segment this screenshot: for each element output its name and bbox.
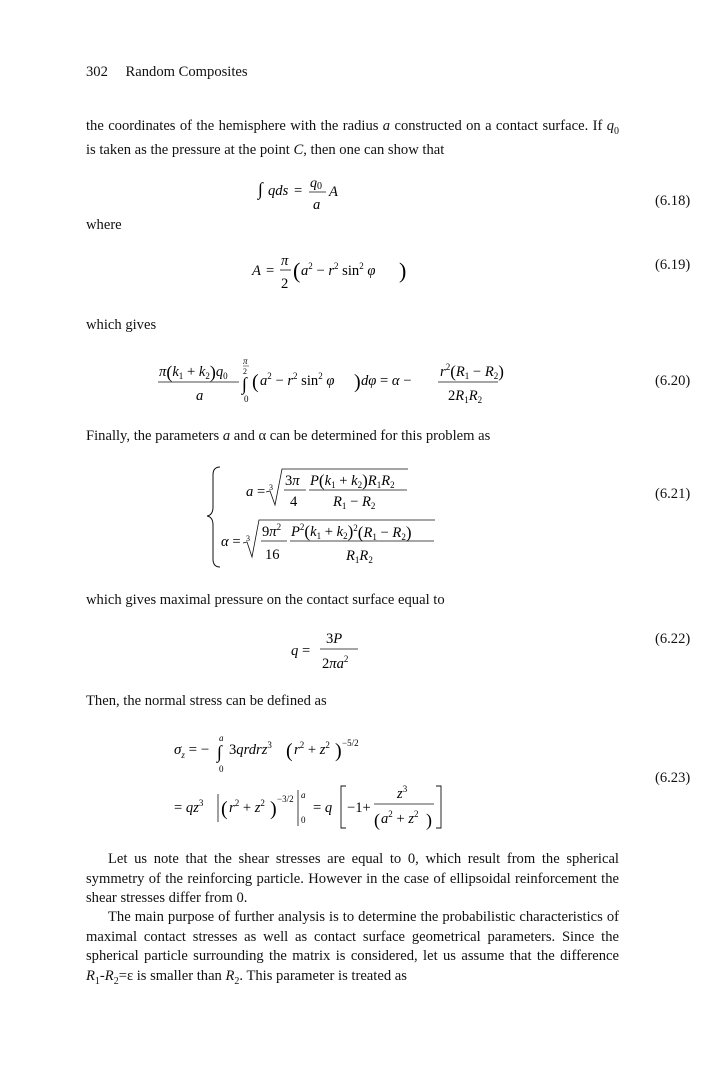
svg-text:R1R2: $R_1R_2$ <box>346 548 373 565</box>
svg-text:R1 − R2: $R_1 - R_2$ <box>333 494 376 511</box>
svg-text:r2(R1 − R2): $r^2(R_1 - R_2)$ <box>440 362 504 381</box>
paragraph-purpose-text: The main purpose of further analysis is to determine the probabilistic characteristics of maximal contact stresses as well as contact surface geometrical parameters. Since the spherical particle surrounding the matrix is considered, let us assume that the difference $R_1-R_2=\varepsilon$ is smaller than $R_2$. This parameter is treated as <box>86 909 619 987</box>
svg-text:a2 − r2 sin2 φ: $a^2 - r^2$ $\sin^2 \varphi$ <box>301 261 376 279</box>
svg-text:(: ( <box>374 810 380 830</box>
paragraph-purpose <box>86 908 619 991</box>
equation-6-19 <box>86 250 691 298</box>
svg-text:z3: $z^3$ <box>397 784 408 802</box>
equation-number: (6.19) <box>655 257 691 273</box>
svg-text:0: 0 <box>244 394 249 404</box>
svg-text:=: = <box>294 183 303 199</box>
svg-text:α =: α = <box>221 534 241 550</box>
paragraph-then: Then, the normal stress can be defined as <box>86 693 327 709</box>
svg-text:3qrdrz3: 3qrdrz$^3$ <box>229 740 272 758</box>
paragraph-maximal: which gives maximal pressure on the contact surface equal to <box>86 592 445 608</box>
svg-text:2: 2 <box>281 276 289 292</box>
svg-text:a: a <box>313 197 321 213</box>
page-number: 302 <box>86 64 108 80</box>
svg-text:): ) <box>270 798 277 820</box>
svg-text:0: 0 <box>219 764 224 774</box>
paragraph-finally <box>86 427 619 447</box>
svg-text:π: π <box>281 253 289 269</box>
svg-text:∫: ∫ <box>242 374 247 394</box>
svg-text:a: a <box>219 733 224 743</box>
running-header <box>86 64 248 81</box>
svg-text:9π2: $9\pi^2$ <box>262 522 282 540</box>
svg-text:): ) <box>354 371 361 393</box>
svg-text:(: ( <box>252 371 259 393</box>
equation-6-21 <box>86 463 691 571</box>
svg-text:∫: ∫ <box>217 742 222 762</box>
svg-text:(: ( <box>293 258 301 283</box>
svg-text:= qz3: = $qz^3$ <box>174 798 204 816</box>
equation-6-21-formula <box>86 463 619 571</box>
svg-text:P2(k1 + k2)2(R1 − R2): $P^2(k_1 + k_2)^2(R_1 - R_2)$ <box>291 522 412 542</box>
svg-text:a2 − r2 sin2 φ: $a^2 - r^2$ $\sin^2 \varphi$ <box>260 371 335 389</box>
equation-6-23-formula <box>86 730 619 830</box>
svg-text:3: 3 <box>246 534 250 543</box>
svg-text:−1+: −1+ <box>347 800 371 816</box>
equation-6-20-formula <box>86 355 619 411</box>
svg-text:2R1R2: $2R_1R_2$ <box>448 388 483 405</box>
svg-text:π: π <box>243 356 248 366</box>
svg-text:3: 3 <box>269 483 273 492</box>
svg-text:∫: ∫ <box>258 179 263 199</box>
svg-text:σz = −: $\sigma_z$ = − <box>174 742 210 760</box>
svg-text:q =: q = <box>291 643 311 659</box>
svg-text:a =: a = <box>246 484 266 500</box>
svg-text:a: a <box>301 790 306 800</box>
svg-text:q0: q0 <box>310 178 322 192</box>
svg-text:=: = <box>266 263 275 279</box>
paragraph-intro-text: the coordinates of the hemisphere with the radius a constructed on a contact surface. If $q_0$ is taken as the pressure at the point C, then one can show that <box>86 118 619 159</box>
equation-number: (6.23) <box>655 770 691 786</box>
equation-number: (6.22) <box>655 631 691 647</box>
svg-text:r2 + z2: $r^2 + z^2$ <box>229 798 265 816</box>
svg-text:(: ( <box>286 740 293 762</box>
svg-text:−5/2: −5/2 <box>342 738 359 748</box>
svg-text:−3/2: −3/2 <box>277 794 294 804</box>
paragraph-which-gives: which gives <box>86 317 157 333</box>
svg-text:A: A <box>252 263 261 279</box>
svg-text:a2 + z2: $a^2 + z^2$ <box>381 809 419 827</box>
svg-text:2πa2: $2\pi a^2$ <box>322 654 349 672</box>
paragraph-intro <box>86 117 619 161</box>
svg-text:4: 4 <box>290 494 298 510</box>
svg-text:A: A <box>329 184 338 200</box>
equation-6-22-formula <box>86 628 619 676</box>
svg-text:P(k1 + k2)R1R2: $P(k_1 + k_2)R_1R_2$ <box>310 471 395 490</box>
equation-number: (6.21) <box>655 486 691 502</box>
svg-text:= q: = q <box>313 800 333 816</box>
equation-number: (6.20) <box>655 373 691 389</box>
svg-text:): ) <box>335 740 342 762</box>
svg-text:): ) <box>426 810 432 830</box>
running-title: Random Composites <box>125 64 248 80</box>
svg-text:π(k1 + k2)q0: $\pi(k_1 + k_2)q_0$ <box>159 362 228 382</box>
svg-text:): ) <box>399 258 407 283</box>
svg-text:0: 0 <box>301 815 306 825</box>
paragraph-finally-text: Finally, the parameters a and α can be determined for this problem as <box>86 428 491 444</box>
equation-6-23 <box>86 730 691 830</box>
equation-6-19-formula <box>86 250 619 298</box>
svg-text:(: ( <box>221 798 228 820</box>
equation-6-20 <box>86 355 691 411</box>
paragraph-shear: Let us note that the shear stresses are equal to 0, which result from the spherical symmetry of the reinforcing particle. However in the case of ellipsoidal reinforcement the shear stresses differ from 0. <box>86 851 619 906</box>
svg-text:2: 2 <box>243 367 247 376</box>
equation-6-22 <box>86 628 691 676</box>
svg-text:3π: 3π <box>285 473 300 489</box>
svg-text:a: a <box>196 388 204 404</box>
svg-text:r2 + z2: $r^2 + z^2$ <box>294 740 330 758</box>
svg-text:qds: qds <box>268 183 289 199</box>
paragraph-where: where <box>86 217 122 233</box>
svg-text:3P: 3P <box>326 631 343 647</box>
equation-number: (6.18) <box>655 193 691 209</box>
svg-text:16: 16 <box>265 547 280 563</box>
svg-text:dφ = α −: dφ = α − <box>361 373 412 389</box>
